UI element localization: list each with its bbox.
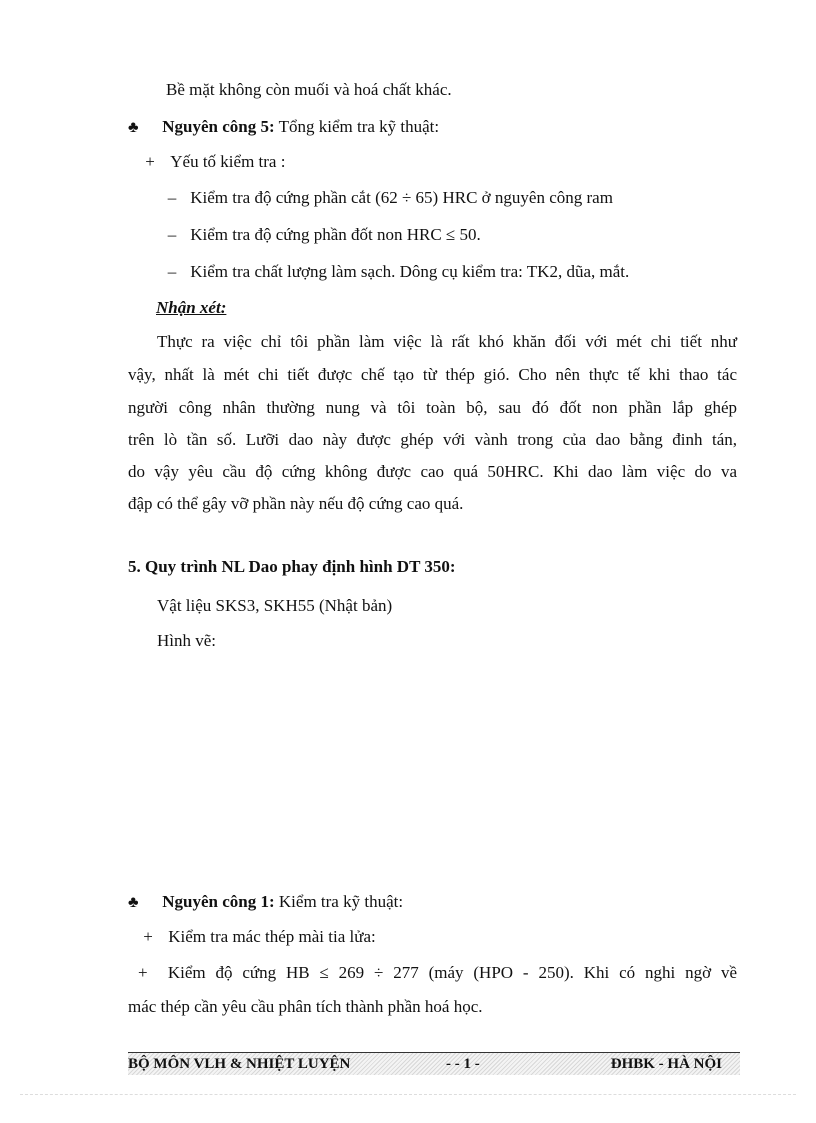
mac-thep-item	[138, 926, 376, 948]
page-bottom-edge	[20, 1094, 796, 1095]
nguyen-cong-1-heading	[128, 891, 403, 914]
nhan-xet-line: người công nhân thường nung và tôi toàn bộ, sau đó đốt non phần lắp ghép	[128, 398, 737, 417]
footer-department: BỘ MÔN VLH & NHIỆT LUYỆN	[128, 1056, 351, 1072]
hinh-ve-label: Hình vẽ:	[157, 631, 217, 650]
section-5-heading: 5. Quy trình NL Dao phay định hình DT 350:	[128, 557, 456, 576]
kiem-do-text: Kiểm độ cứng HB ≤ 269 ÷ 277 (máy (HPO - 250). Khi có nghi ngờ về	[167, 963, 738, 982]
nhan-xet-label: Nhận xét:	[156, 298, 227, 317]
nhan-xet-line: vậy, nhất là mét chi tiết được chế tạo từ thép gió. Cho nên thực tế khi thao tác	[128, 365, 737, 384]
check-item	[162, 224, 481, 246]
plus-bullet-icon: +	[145, 152, 155, 171]
yeu-to-item	[140, 151, 285, 173]
check-text: Kiểm tra độ cứng phần cắt (62 ÷ 65) HRC ở nguyên công ram	[190, 188, 613, 207]
footer-university: ĐHBK - HÀ NỘI	[610, 1056, 722, 1072]
dash-bullet-icon: –	[167, 262, 177, 281]
check-text: Kiểm tra chất lượng làm sạch. Dông cụ kiểm tra: TK2, dũa, mắt.	[190, 262, 630, 281]
vat-lieu-text: Vật liệu SKS3, SKH55 (Nhật bản)	[157, 596, 393, 615]
nguyen-cong-5-heading	[128, 116, 439, 139]
club-bullet-icon: ♣	[128, 119, 139, 136]
nhan-xet-line: đập có thể gây vỡ phần này nếu độ cứng cao quá.	[128, 494, 464, 513]
nguyen-cong-5-label: Nguyên công 5:	[162, 117, 275, 136]
nguyen-cong-5-text: Tổng kiểm tra kỹ thuật:	[274, 117, 440, 136]
kiem-do-continuation: mác thép cần yêu cầu phân tích thành phần hoá học.	[128, 997, 483, 1016]
nhan-xet-line: do vậy yêu cầu độ cứng không được cao quá 50HRC. Khi dao làm việc do va	[128, 462, 737, 481]
surface-note: Bề mặt không còn muối và hoá chất khác.	[166, 80, 452, 99]
check-text: Kiểm tra độ cứng phần đốt non HRC ≤ 50.	[190, 225, 481, 244]
nhan-xet-line: trên lò tần số. Lưỡi dao này được ghép với vành trong của dao bằng đinh tán,	[128, 430, 737, 449]
yeu-to-text: Yếu tố kiểm tra :	[170, 152, 286, 171]
dash-bullet-icon: –	[167, 188, 177, 207]
dash-bullet-icon: –	[167, 225, 177, 244]
mac-thep-text: Kiểm tra mác thép mài tia lửa:	[168, 927, 376, 946]
plus-bullet-icon: +	[143, 927, 153, 946]
kiem-do-item	[138, 962, 737, 984]
nguyen-cong-1-label: Nguyên công 1:	[162, 892, 275, 911]
footer-page-number: - - 1 -	[446, 1056, 480, 1072]
page-footer	[128, 1052, 740, 1075]
club-bullet-icon: ♣	[128, 894, 139, 911]
check-item	[162, 187, 613, 209]
plus-bullet-icon: +	[138, 963, 148, 982]
check-item	[162, 261, 629, 283]
nguyen-cong-1-text: Kiểm tra kỹ thuật:	[274, 892, 404, 911]
nhan-xet-line: Thực ra việc chỉ tôi phần làm việc là rất khó khăn đối với mét chi tiết như	[157, 332, 737, 351]
